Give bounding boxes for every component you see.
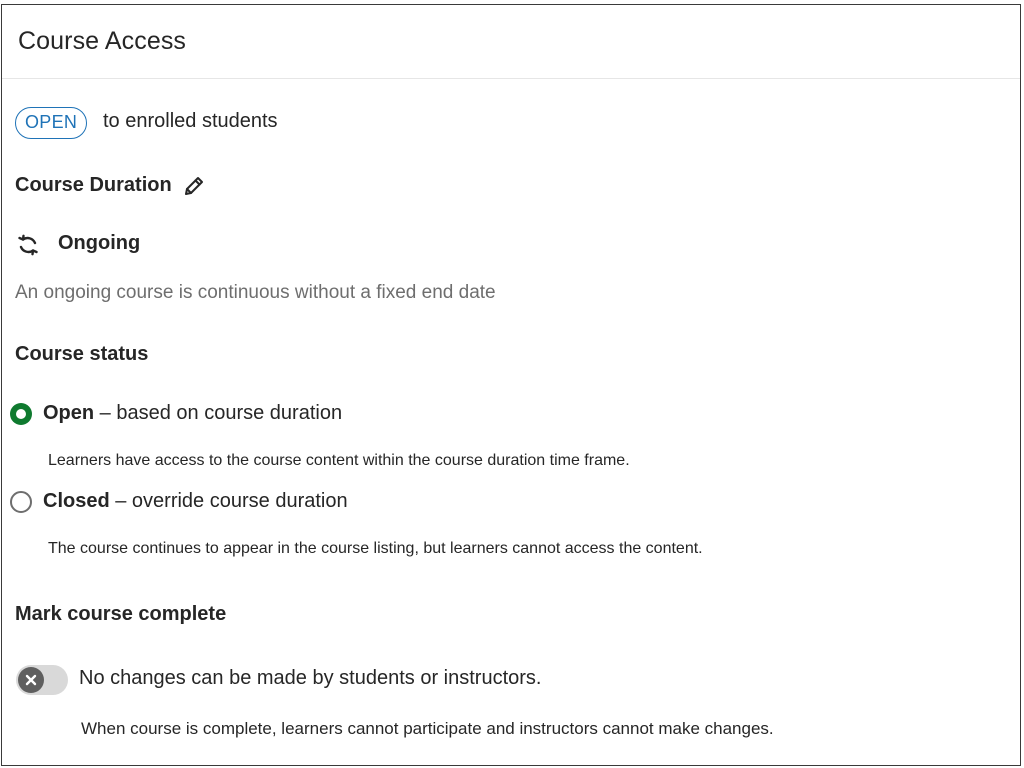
page-title: Course Access — [18, 27, 187, 55]
option-open-description: Learners have access to the course content within the course duration time frame. — [48, 452, 630, 469]
mark-complete-toggle[interactable] — [16, 665, 68, 695]
access-status-badge: OPEN — [15, 107, 87, 139]
radio-closed-label[interactable] — [43, 490, 348, 513]
duration-type-label: Ongoing — [58, 232, 141, 254]
pencil-icon[interactable] — [182, 174, 206, 198]
radio-open-label[interactable] — [43, 402, 342, 425]
mark-complete-description: When course is complete, learners cannot participate and instructors cannot make changes. — [81, 719, 774, 738]
option-open-name: Open — [43, 402, 95, 424]
radio-open[interactable] — [10, 403, 32, 425]
option-open-suffix: – based on course duration — [94, 402, 343, 424]
access-description: to enrolled students — [103, 110, 278, 132]
mark-complete-label: Mark course complete — [15, 603, 227, 625]
close-icon — [25, 674, 37, 686]
panel-header — [2, 5, 1020, 79]
course-status-label: Course status — [15, 343, 149, 365]
option-closed-name: Closed — [43, 490, 110, 512]
radio-closed[interactable] — [10, 491, 32, 513]
option-closed-suffix: – override course duration — [109, 490, 348, 512]
toggle-status-text: No changes can be made by students or instructors. — [79, 667, 542, 689]
course-duration-label: Course Duration — [15, 174, 172, 196]
toggle-knob — [18, 667, 44, 693]
option-closed-description: The course continues to appear in the course listing, but learners cannot access the content. — [48, 540, 703, 557]
refresh-icon — [16, 233, 40, 257]
duration-description: An ongoing course is continuous without a fixed end date — [15, 282, 496, 303]
